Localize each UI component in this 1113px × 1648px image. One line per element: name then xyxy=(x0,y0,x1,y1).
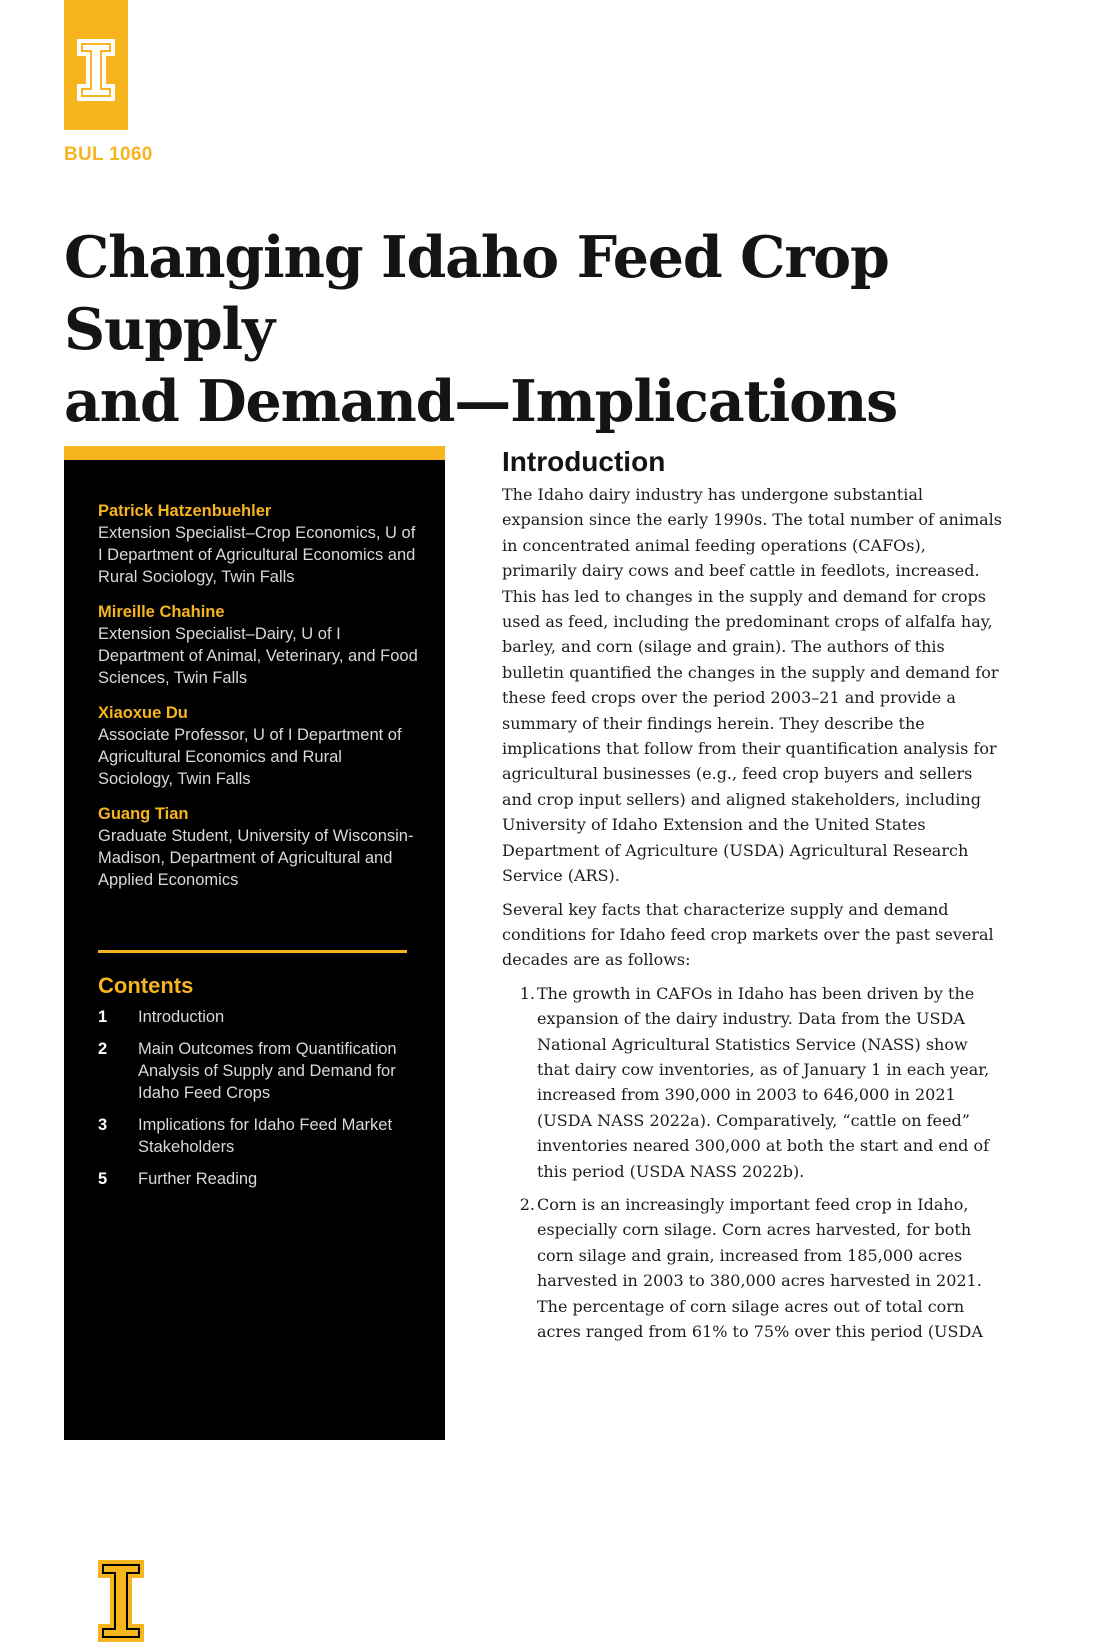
author-affiliation: Associate Professor, U of I Department of Agricultural Economics and Rural Sociology, Twin Falls xyxy=(98,726,402,788)
key-facts-list xyxy=(502,981,1002,1345)
toc-label: Implications for Idaho Feed Market Stakeholders xyxy=(138,1116,393,1156)
facts-lead-paragraph: Several key facts that characterize supply and demand conditions for Idaho feed crop markets over the past several decades are as follows: xyxy=(502,899,994,970)
author-name: Xiaoxue Du xyxy=(98,704,188,722)
author-affiliation: Extension Specialist–Crop Economics, U of I Department of Agricultural Economics and Rural Sociology, Twin Falls xyxy=(98,524,416,586)
author-name: Mireille Chahine xyxy=(98,603,225,621)
title-line-2: and Demand—Implications xyxy=(64,368,898,435)
list-item-text: The growth in CAFOs in Idaho has been driven by the expansion of the dairy industry. Data from the USDA National Agricultural Statistics Service (NASS) show that dairy cow inventories, as of January 1 in each year, increased from 390,000 in 2003 to 646,000 in 2021 (USDA NASS 2022a). Comparatively, “cattle on feed” inventories neared 300,000 at both the start and end of this period (USDA NASS 2022b). xyxy=(537,983,990,1181)
contents-heading: Contents xyxy=(98,973,194,998)
list-item-text: Corn is an increasingly important feed crop in Idaho, especially corn silage. Corn acres harvested, for both corn silage and grain, increased from 185,000 acres harvested in 2003 to 380,000 acres harvested in 2021. The percentage of corn silage acres out of total corn acres ranged from 61% to 75% over this period (USDA xyxy=(537,1194,983,1341)
author-name: Guang Tian xyxy=(98,805,189,823)
table-of-contents xyxy=(98,1006,418,1200)
university-of-idaho-extension-logo xyxy=(96,1558,416,1648)
author-entry xyxy=(98,601,418,689)
contents-divider xyxy=(98,950,407,953)
article-body xyxy=(502,444,1002,1352)
toc-page-number: 1 xyxy=(98,1008,108,1026)
logo-word-of: of xyxy=(278,1574,298,1598)
author-affiliation: Graduate Student, University of Wisconsin-Madison, Department of Agricultural and Applied Economics xyxy=(98,827,414,889)
author-entry xyxy=(98,803,418,891)
page-title xyxy=(64,222,1064,438)
logo-word-university: University xyxy=(156,1565,279,1600)
university-logo-block xyxy=(64,0,128,130)
list-item xyxy=(502,1192,1002,1344)
toc-item[interactable] xyxy=(98,1168,418,1190)
toc-label: Main Outcomes from Quantification Analysis of Supply and Demand for Idaho Feed Crops xyxy=(138,1040,397,1102)
block-i-icon xyxy=(96,1558,146,1644)
logo-wordmark xyxy=(156,1565,369,1601)
toc-item[interactable] xyxy=(98,1006,418,1028)
list-item-number: 2. xyxy=(519,1194,535,1214)
logo-word-extension: Extension xyxy=(156,1602,271,1632)
author-entry xyxy=(98,500,418,588)
toc-page-number: 2 xyxy=(98,1040,108,1058)
author-name: Patrick Hatzenbuehler xyxy=(98,502,272,520)
author-entry xyxy=(98,702,418,790)
block-i-icon xyxy=(64,0,128,130)
toc-page-number: 3 xyxy=(98,1116,108,1134)
toc-page-number: 5 xyxy=(98,1170,108,1188)
toc-item[interactable] xyxy=(98,1114,418,1158)
list-item xyxy=(502,981,1002,1184)
section-heading: Introduction xyxy=(502,446,666,477)
author-sidebar xyxy=(64,446,445,1632)
toc-label: Introduction xyxy=(138,1008,225,1026)
bulletin-code: BUL 1060 xyxy=(64,144,153,165)
title-line-1: Changing Idaho Feed Crop Supply xyxy=(64,224,889,363)
author-affiliation: Extension Specialist–Dairy, U of I Department of Animal, Veterinary, and Food Sciences, Twin Falls xyxy=(98,625,418,687)
logo-word-idaho: Idaho xyxy=(297,1565,369,1600)
toc-label: Further Reading xyxy=(138,1170,258,1188)
author-list xyxy=(98,500,418,904)
list-item-number: 1. xyxy=(519,983,535,1003)
intro-paragraph: The Idaho dairy industry has undergone substantial expansion since the early 1990s. The total number of animals in concentrated animal feeding operations (CAFOs), primarily dairy cows and beef cattle in feedlots, increased. This has led to changes in the supply and demand for crops used as feed, including the predominant crops of alfalfa hay, barley, and corn (silage and grain). The authors of this bulletin quantified the changes in the supply and demand for these feed crops over the period 2003–21 and provide a summary of their findings herein. They describe the implications that follow from their quantification analysis for agricultural businesses (e.g., feed crop buyers and sellers and crop input sellers) and aligned stakeholders, including University of Idaho Extension and the United States Department of Agriculture (USDA) Agricultural Research Service (ARS). xyxy=(502,485,1002,886)
toc-item[interactable] xyxy=(98,1038,418,1104)
